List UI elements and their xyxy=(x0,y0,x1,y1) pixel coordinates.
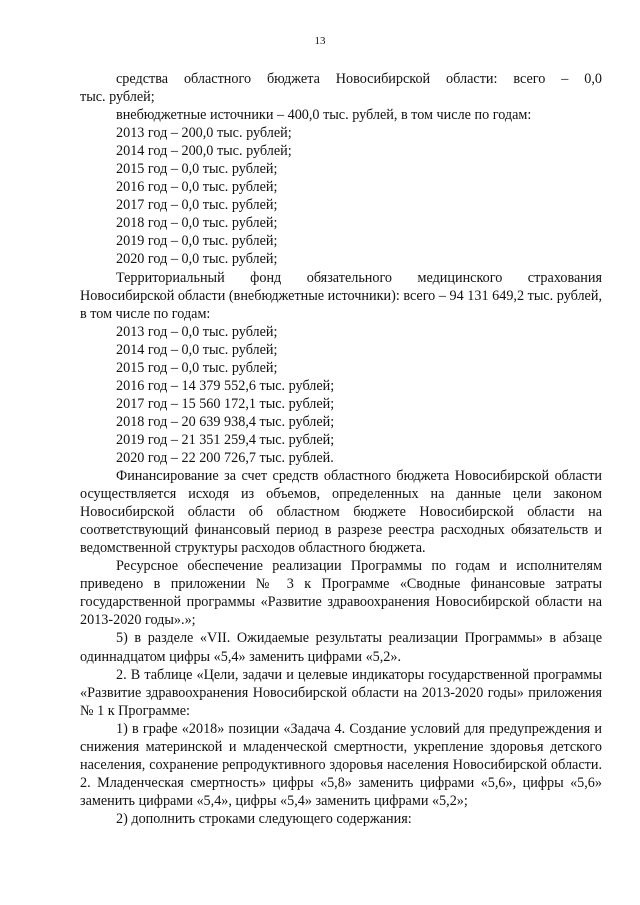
paragraph: 5) в разделе «VII. Ожидаемые результаты реализации Программы» в абзаце одиннадцатом цифры «5,4» заменить цифрами «5,2». xyxy=(80,630,602,665)
paragraph: средства областного бюджета Новосибирской области: всего – 0,0 xyxy=(116,71,602,87)
paragraph: внебюджетные источники – 400,0 тыс. рублей, в том числе по годам: xyxy=(116,107,532,124)
paragraph: 2013 год – 200,0 тыс. рублей; xyxy=(116,125,292,142)
paragraph: 2019 год – 0,0 тыс. рублей; xyxy=(116,233,278,250)
paragraph: 2) дополнить строками следующего содержания: xyxy=(116,810,412,827)
document-body xyxy=(80,70,602,828)
paragraph: Финансирование за счет средств областного бюджета Новосибирской области осуществляется исходя из объемов, определенных на данные цели законом Новосибирской области об областном бюджете Новосибирской области на соответствующий финансовый период в разрезе реестра расходных обязательств и ведомственной структуры расходов областного бюджета. xyxy=(80,468,602,557)
paragraph: 2013 год – 0,0 тыс. рублей; xyxy=(116,323,278,340)
page-number: 13 xyxy=(314,35,326,47)
paragraph: Территориальный фонд обязательного медицинского страхования Новосибирской области (внебюджетные источники): всего – 94 131 649,2 тыс. рублей, в том числе по годам: xyxy=(80,269,602,322)
paragraph: 2020 год – 22 200 726,7 тыс. рублей. xyxy=(116,449,334,466)
paragraph: 2017 год – 15 560 172,1 тыс. рублей; xyxy=(116,395,335,412)
paragraph: 2014 год – 0,0 тыс. рублей; xyxy=(116,341,278,358)
paragraph: 2014 год – 200,0 тыс. рублей; xyxy=(116,143,292,160)
paragraph: 2018 год – 0,0 тыс. рублей; xyxy=(116,215,278,232)
paragraph: 2015 год – 0,0 тыс. рублей; xyxy=(116,161,278,178)
paragraph: 2020 год – 0,0 тыс. рублей; xyxy=(116,251,278,268)
paragraph: 1) в графе «2018» позиции «Задача 4. Создание условий для предупреждения и снижения материнской и младенческой смертности, укрепление здоровья детского населения, сохранение репродуктивного здоровья населения Новосибирской области. 2. Младенческая смертность» цифры «5,8» заменить цифрами «5,6», цифры «5,6» заменить цифрами «5,4», цифры «5,4» заменить цифрами «5,2»; xyxy=(80,720,602,809)
paragraph: 2. В таблице «Цели, задачи и целевые индикаторы государственной программы «Развитие здравоохранения Новосибирской области на 2013-2020 годы» приложения № 1 к Программе: xyxy=(80,666,602,719)
paragraph: 2016 год – 0,0 тыс. рублей; xyxy=(116,179,278,196)
paragraph: тыс. рублей; xyxy=(80,89,155,106)
paragraph: 2015 год – 0,0 тыс. рублей; xyxy=(116,359,278,376)
paragraph: Ресурсное обеспечение реализации Программы по годам и исполнителям приведено в приложении № 3 к Программе «Сводные финансовые затраты государственной программы «Развитие здравоохранения Новосибирской области на 2013-2020 годы».»; xyxy=(80,558,602,629)
paragraph: 2019 год – 21 351 259,4 тыс. рублей; xyxy=(116,431,335,448)
paragraph: 2017 год – 0,0 тыс. рублей; xyxy=(116,197,278,214)
paragraph: 2016 год – 14 379 552,6 тыс. рублей; xyxy=(116,377,335,394)
paragraph: 2018 год – 20 639 938,4 тыс. рублей; xyxy=(116,413,335,430)
